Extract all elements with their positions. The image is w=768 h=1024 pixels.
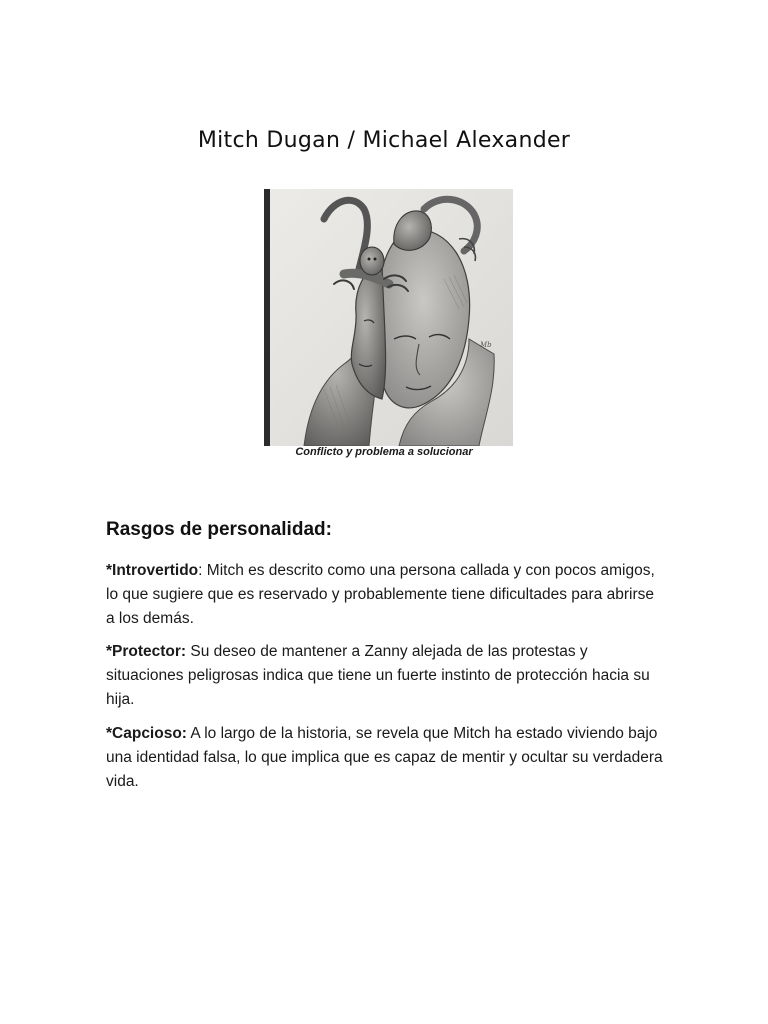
illustration-figure [264,189,513,446]
section-heading: Rasgos de personalidad: [106,519,332,540]
trait-paragraph-introvertido [106,559,666,631]
artist-signature: Mb [480,341,492,349]
pencil-drawing-two-faces [264,189,513,446]
trait-paragraph-capcioso [106,722,666,794]
figure-caption: Conflicto y problema a solucionar [295,446,473,458]
document-title: Mitch Dugan / Michael Alexander [197,128,571,153]
trait-paragraph-protector [106,640,666,712]
trait-description: A lo largo de la historia, se revela que Mitch ha estado viviendo bajo una identidad falsa, lo que implica que es capaz de mentir y ocultar su verdadera vida. [106,725,663,790]
trait-description: Mitch es descrito como una persona callada y con pocos amigos, lo que sugiere que es reservado y probablemente tiene dificultades para abrirse a los demás. [106,562,655,627]
trait-separator: : [198,562,207,579]
trait-term: *Capcioso: [106,725,187,742]
trait-description: Su deseo de mantener a Zanny alejada de las protestas y situaciones peligrosas indica que tiene un fuerte instinto de protección hacia su hija. [106,643,650,708]
trait-term: *Introvertido [106,562,199,579]
trait-term: *Protector: [106,643,187,660]
